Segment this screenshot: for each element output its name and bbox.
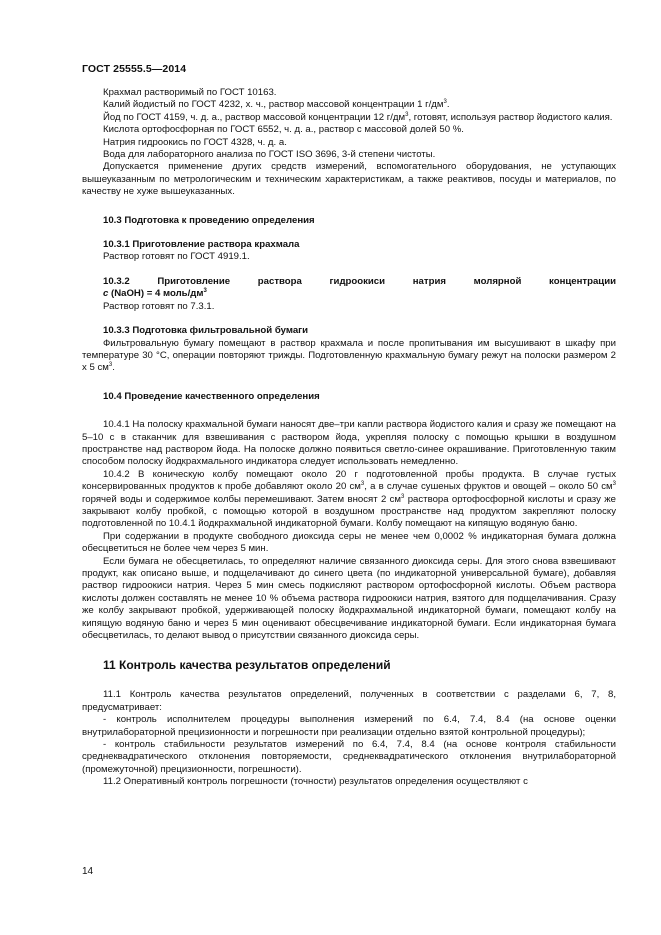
reagent-starch: Крахмал растворимый по ГОСТ 10163. — [103, 87, 277, 98]
section-10-4-2-text: 10.4.2 В коническую колбу помещают около 20 г подготовленной пробы продукта. В случае густых консервированных продуктов к пробе добавляют около 20 $см^3$, а в случае сушеных фруктов и овощей – около 50 $см^3$ горячей воды и содержимое колбы перемешивают. Затем вносят 2 $см^3$ раствора ортофосфорной кислоты и сразу же закрывают колбу пробкой, с помощью которой в воздушном пространстве над продуктом закрепляют полоску подготовленной по 10.4.1 йодкрахмальной индикаторной бумаги. Колбу помещают на кипящую водяную баню. — [82, 468, 616, 530]
section-10-4-bound-so2-text: Если бумага не обесцветилась, то определяют наличие связанного диоксида серы. Для этого снова взвешивают продукт, как описано выше, и подщелачивают до синего цвета (по индикаторной универсальной бумаге), добавляя раствор гидроокиси натрия. Через 5 мин смесь подкисляют раствором ортофосфорной кислоты. Объем раствора кислоты должен составлять не менее 10 % объема раствора гидроокиси натрия, взятого для подщелачивания. Сразу же колбу закрывают пробкой, удерживающей полоску йодкрахмальной индикаторной бумаги, помещают колбу на кипящую водяную баню и через 5 мин оценивают обесцвечивание индикаторной бумаги. Если индикаторная бумага обесцветилась, то делают вывод о присутствии связанного диоксида серы. — [82, 555, 616, 642]
section-11-1-text: 11.1 Контроль качества результатов определений, полученных в соответствии с разделами 6, 7, 8, предусматривает: — [82, 689, 616, 713]
section-10-3-3-title: 10.3.3 Подготовка фильтровальной бумаги — [103, 325, 309, 337]
section-10-3-1-text: Раствор готовят по ГОСТ 4919.1. — [103, 251, 250, 263]
reagent-water: Вода для лабораторного анализа по ГОСТ ISO 3696, 3-й степени чистоты. — [103, 149, 436, 161]
section-10-3-2-title — [82, 276, 616, 288]
document-header: ГОСТ 25555.5—2014 — [82, 63, 187, 75]
section-10-4-1-text: 10.4.1 На полоску крахмальной бумаги наносят две–три капли раствора йодистого калия и сразу же помещают на 5–10 с в стаканчик для взвешивания с раствором йода, укрепляя полоску с помощью крышки в воздушном пространстве над раствором йода. На полоске должно появиться светло-синее окрашивание. Приготовленную таким способом полоску йодкрахмального индикатора следует использовать немедленно. — [82, 419, 616, 468]
section-10-3-1-title: 10.3.1 Приготовление раствора крахмала — [103, 239, 300, 251]
reagent-iodine: Йод по ГОСТ 4159, ч. д. а., раствор массовой концентрации 12 $г/дм^3$, готовят, используя раствор йодистого калия. — [103, 111, 613, 123]
section-10-3-2-title-line: 10.3.2 Приготовление раствора гидроокиси натрия молярной концентрации — [103, 275, 616, 287]
section-11-title: 11 Контроль качества результатов определений — [103, 658, 391, 673]
section-10-3-2-text: Раствор готовят по 7.3.1. — [103, 300, 215, 312]
section-10-4-free-so2-text: При содержании в продукте свободного диоксида серы не менее чем 0,0002 % индикаторная бумага должна обесцветиться не более чем через 5 мин. — [82, 530, 616, 555]
reagent-sodium-hydroxide: Натрия гидроокись по ГОСТ 4328, ч. д. а. — [103, 136, 287, 148]
section-11-2-text: 11.2 Оперативный контроль погрешности (точности) результатов определения осуществляют с — [103, 776, 528, 788]
section-10-3-title: 10.3 Подготовка к проведению определения — [103, 214, 315, 226]
section-10-3-3-text: Фильтровальную бумагу помещают в раствор крахмала и после пропитывания им высушивают в шкафу при температуре 30 °С, операции повторяют трижды. Подготовленную крахмальную бумагу режут на полоски размером 2 х 5 $см^3$. — [82, 337, 616, 374]
reagent-potassium-iodide: Калий йодистый по ГОСТ 4232, х. ч., раствор массовой концентрации 1 $г/дм^3$. — [103, 99, 450, 111]
section-11-1-item-1: - контроль исполнителем процедуры выполнения измерений по 6.4, 7.4, 8.4 (на основе оценки внутрилабораторной прецизионности и погрешности при реализации отдельно взятой контрольной процедуры); — [82, 714, 616, 738]
reagent-substitution-note: Допускается применение других средств измерений, вспомогательного оборудования, не уступающих вышеуказанным по метрологическим и техническим характеристикам, а также реактивов, посуды и материалов, по качеству не хуже вышеуказанных. — [82, 161, 616, 198]
reagent-phosphoric-acid: Кислота ортофосфорная по ГОСТ 6552, ч. д. а., раствор с массовой долей 50 %. — [103, 124, 464, 136]
document-body — [82, 87, 616, 789]
section-10-4-title: 10.4 Проведение качественного определения — [103, 390, 320, 402]
section-11-1-item-2: - контроль стабильности результатов измерений по 6.4, 7.4, 8.4 (на основе контроля стабильности среднеквадратического отклонения повторяемости, среднеквадратического отклонения внутрилабораторной (промежуточной) прецизионности, погрешности). — [82, 739, 616, 775]
page-number: 14 — [82, 866, 94, 877]
section-10-3-2-title-formula: c (NaOH) = 4 моль/$дм^3$ — [103, 288, 207, 300]
